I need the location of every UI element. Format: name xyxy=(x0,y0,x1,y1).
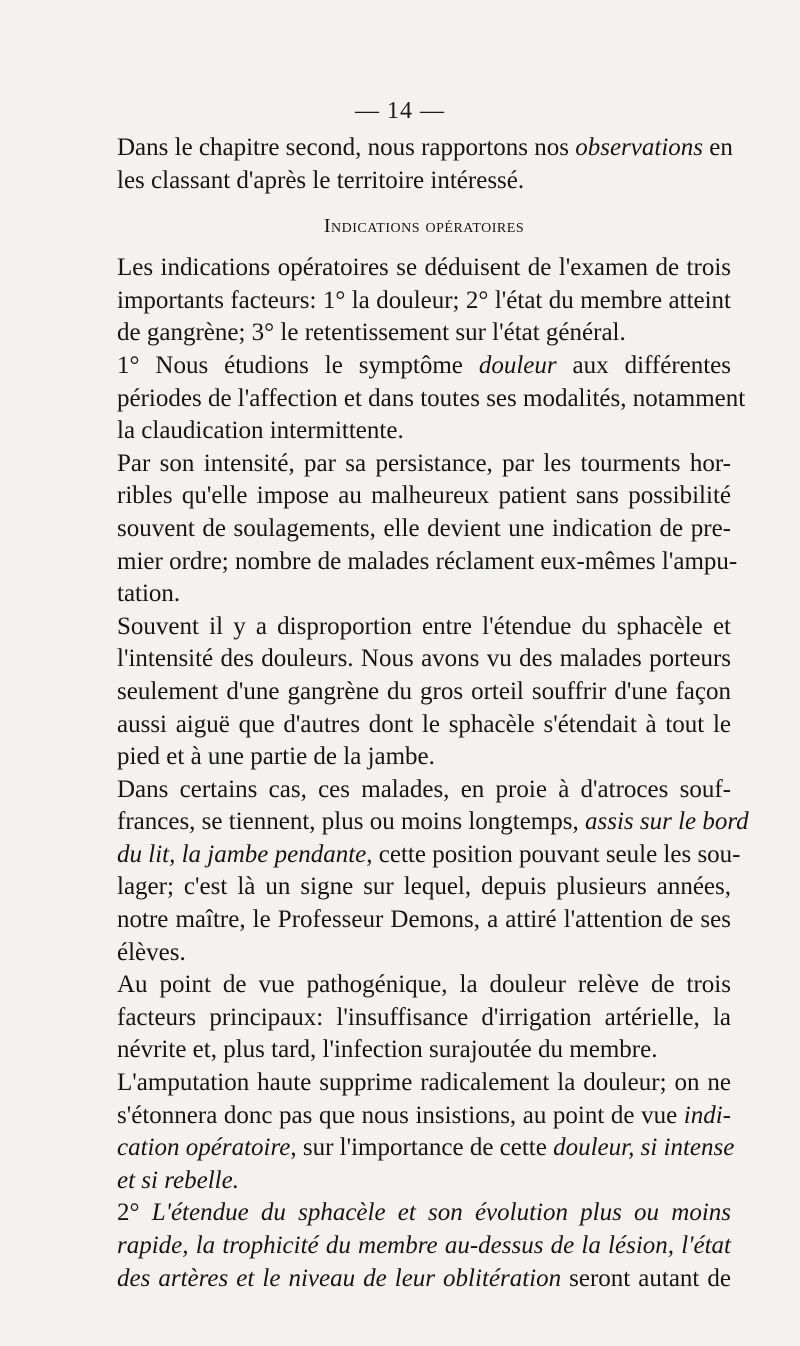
text-line: des artères et le niveau de leur oblitération seront autant de xyxy=(117,1264,731,1292)
text-line: périodes de l'affection et dans toutes ses modalités, notamment xyxy=(117,384,746,412)
text-line: Dans le chapitre second, nous rapportons nos observations en xyxy=(117,134,733,161)
text-line: pied et à une partie de la jambe. xyxy=(117,743,435,771)
paragraph-2 xyxy=(117,350,746,448)
text-line: Souvent il y a disproportion entre l'étendue du sphacèle et xyxy=(117,612,731,640)
text-line: la claudication intermittente. xyxy=(117,417,404,445)
text-line: du lit, la jambe pendante, cette position pouvant seule les sou- xyxy=(117,840,741,868)
text-line: notre maître, le Professeur Demons, a attiré l'attention de ses xyxy=(117,906,731,934)
text-line: 1° Nous étudions le symptôme douleur aux différentes xyxy=(117,351,732,379)
text-line: Au point de vue pathogénique, la douleur relève de trois xyxy=(117,971,731,999)
text-line: l'intensité des douleurs. Nous avons vu des malades porteurs xyxy=(117,645,731,673)
text-line: Dans certains cas, ces malades, en proie à d'atroces souf- xyxy=(117,775,731,803)
text-line: 2° L'étendue du sphacèle et son évolution plus ou moins xyxy=(117,1199,731,1227)
body-text xyxy=(117,132,749,1295)
text-line: tation. xyxy=(117,580,181,608)
text-line: cation opératoire, sur l'importance de cette douleur, si intense xyxy=(117,1134,735,1162)
paragraph-5 xyxy=(117,774,749,970)
text-line: mier ordre; nombre de malades réclament eux-mêmes l'ampu- xyxy=(117,547,738,575)
text-line: s'étonnera donc pas que nous insistions, au point de vue indi- xyxy=(117,1101,731,1129)
section-heading: Indications opératoires xyxy=(323,215,525,238)
text-line: frances, se tiennent, plus ou moins longtemps, assis sur le bord xyxy=(117,808,749,836)
text-line: L'amputation haute supprime radicalement la douleur; on ne xyxy=(117,1069,731,1097)
text-line: importants facteurs: 1° la douleur; 2° l'état du membre atteint xyxy=(117,286,731,314)
paragraph-7 xyxy=(117,1067,735,1197)
text-line: élèves. xyxy=(117,938,186,966)
text-line: seulement d'une gangrène du gros orteil souffrir d'une façon xyxy=(117,677,731,705)
text-line: les classant d'après le territoire intéressé. xyxy=(117,166,525,194)
text-line: Les indications opératoires se déduisent de l'examen de trois xyxy=(117,254,731,282)
text-line: névrite et, plus tard, l'infection surajoutée du membre. xyxy=(117,1036,658,1064)
text-line: facteurs principaux: l'insuffisance d'irrigation artérielle, la xyxy=(117,1003,731,1031)
text-line: ribles qu'elle impose au malheureux patient sans possibilité xyxy=(117,482,731,510)
text-line: de gangrène; 3° le retentissement sur l'état général. xyxy=(117,319,626,347)
paragraph-4 xyxy=(117,611,731,774)
text-line: Par son intensité, par sa persistance, par les tourments hor- xyxy=(117,449,731,477)
paragraph-6 xyxy=(117,969,731,1067)
paragraph-1 xyxy=(117,252,731,350)
text-line: et si rebelle. xyxy=(117,1166,239,1194)
text-line: rapide, la trophicité du membre au-dessus de la lésion, l'état xyxy=(117,1232,731,1259)
text-line: lager; c'est là un signe sur lequel, depuis plusieurs années, xyxy=(117,873,731,901)
paragraph-3 xyxy=(117,448,738,611)
text-line: aussi aiguë que d'autres dont le sphacèle s'étendait à tout le xyxy=(117,710,731,738)
page-number: — 14 — xyxy=(355,98,445,124)
text-line: souvent de soulagements, elle devient une indication de pre- xyxy=(117,514,731,542)
intro-paragraph xyxy=(117,132,731,197)
paragraph-8 xyxy=(117,1197,731,1295)
